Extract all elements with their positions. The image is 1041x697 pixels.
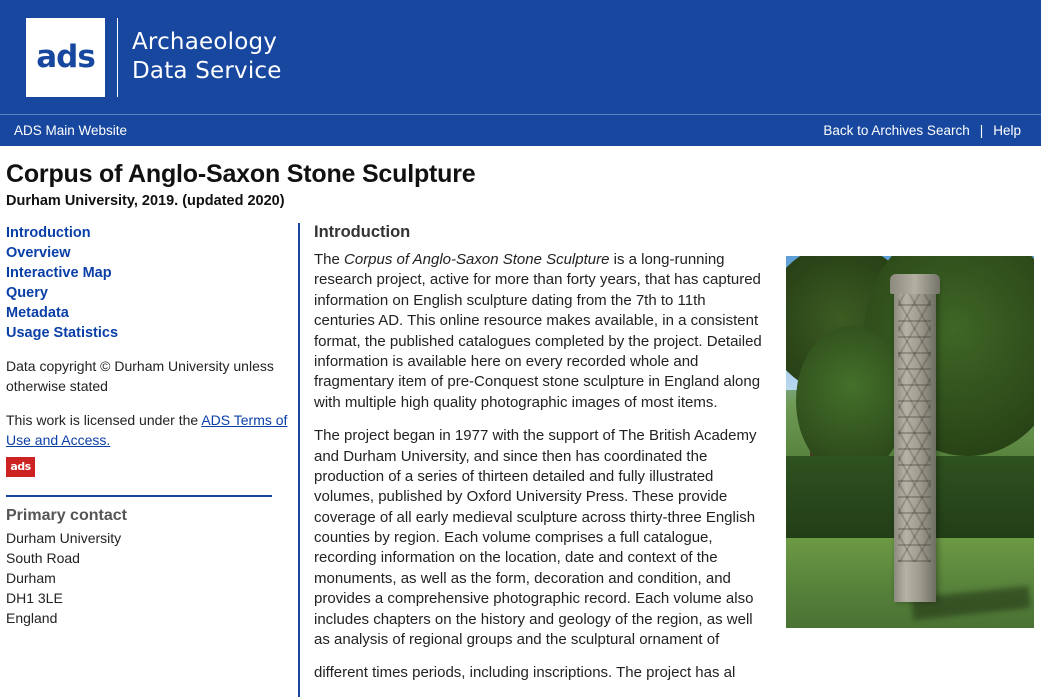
sidebar-item-overview[interactable]: Overview bbox=[6, 245, 71, 261]
top-nav-bar bbox=[0, 114, 1041, 146]
photo-stone-cross-head bbox=[890, 274, 940, 294]
ads-badge-text: ads bbox=[10, 460, 31, 473]
contact-line-street: South Road bbox=[6, 549, 80, 566]
sidebar-item-interactive-map[interactable]: Interactive Map bbox=[6, 265, 112, 281]
ads-logo-mark-icon bbox=[26, 18, 105, 97]
page-content bbox=[0, 223, 1041, 697]
nav-left-group bbox=[14, 122, 127, 140]
photo-tree-mid bbox=[796, 326, 906, 476]
licence-prefix: This work is licensed under the bbox=[6, 411, 202, 428]
intro-paragraph-1 bbox=[314, 250, 768, 413]
sidebar-nav-list bbox=[6, 223, 288, 343]
intro-p1-after: is a long-running research project, active for more than forty years, that has captured information on English sculpture dating from the 7th to 11th centuries AD. This online resource makes available, in a consistent format, the published catalogues completed by the project. Detailed information is available here on every recorded whole and fragmentary item of pre-Conquest stone sculpture in England along with multiple high quality photographic images of most items. bbox=[314, 251, 762, 411]
sidebar-item-introduction[interactable]: Introduction bbox=[6, 225, 91, 241]
logo-word-line2: Data Service bbox=[132, 58, 282, 84]
anglo-saxon-stone-cross-photo bbox=[786, 256, 1034, 628]
nav-separator: | bbox=[979, 123, 984, 138]
logo-word-line1: Archaeology bbox=[132, 28, 278, 55]
licence-text bbox=[6, 411, 288, 451]
sidebar bbox=[6, 223, 298, 697]
illustration-column bbox=[768, 223, 1041, 697]
site-header bbox=[0, 0, 1041, 114]
contact-line-organisation: Durham University bbox=[6, 529, 122, 546]
nav-back-to-archives-search-link[interactable]: Back to Archives Search bbox=[823, 123, 970, 138]
section-heading-introduction: Introduction bbox=[314, 223, 411, 241]
contact-line-city: Durham bbox=[6, 569, 56, 586]
intro-p1-before: The bbox=[314, 251, 345, 268]
licence-terms-link[interactable]: ADS Terms of Use and Access. bbox=[6, 411, 288, 448]
page-title-block bbox=[0, 146, 1041, 209]
main-article bbox=[298, 223, 768, 697]
contact-line-postcode: DH1 3LE bbox=[6, 589, 63, 606]
ads-badge-icon[interactable] bbox=[6, 457, 35, 477]
logo-divider bbox=[117, 18, 118, 97]
ads-logo[interactable] bbox=[26, 18, 282, 97]
sidebar-item-usage-statistics[interactable]: Usage Statistics bbox=[6, 325, 119, 341]
intro-paragraph-2: The project began in 1977 with the support of The British Academy and Durham University, and since then has coordinated the production of a series of thirteen detailed and fully illustrated volumes, published by Oxford University Press. These provide coverage of all early medieval sculpture across thirty-three English counties by region. Each volume comprises a full catalogue, recording information on the location, date and context of the monuments, as well as the form, decoration and condition, and provides a comprehensive photographic record. Each volume also includes chapters on the history and geology of the region, as well as analysis of regional groups and the sculptural ornament of bbox=[314, 427, 757, 649]
nav-ads-main-website-link[interactable]: ADS Main Website bbox=[14, 122, 128, 138]
nav-help-link[interactable]: Help bbox=[993, 123, 1021, 138]
logo-wordmark bbox=[132, 28, 282, 87]
sidebar-divider bbox=[6, 495, 272, 497]
page-subtitle: Durham University, 2019. (updated 2020) bbox=[6, 193, 285, 209]
intro-paragraph-3: different times periods, including inscriptions. The project has al bbox=[314, 664, 736, 682]
ads-logo-mark-text: ads bbox=[36, 38, 95, 75]
corpus-title-emphasis: Corpus of Anglo-Saxon Stone Sculpture bbox=[344, 251, 610, 268]
primary-contact-heading: Primary contact bbox=[6, 506, 127, 524]
copyright-text: Data copyright © Durham University unless otherwise stated bbox=[6, 358, 274, 394]
contact-line-country: England bbox=[6, 610, 58, 627]
photo-stone-cross-shaft bbox=[894, 280, 936, 602]
sidebar-item-query[interactable]: Query bbox=[6, 285, 48, 301]
sidebar-item-metadata[interactable]: Metadata bbox=[6, 305, 69, 321]
nav-right-group bbox=[823, 123, 1021, 138]
page-title: Corpus of Anglo-Saxon Stone Sculpture bbox=[6, 160, 476, 188]
